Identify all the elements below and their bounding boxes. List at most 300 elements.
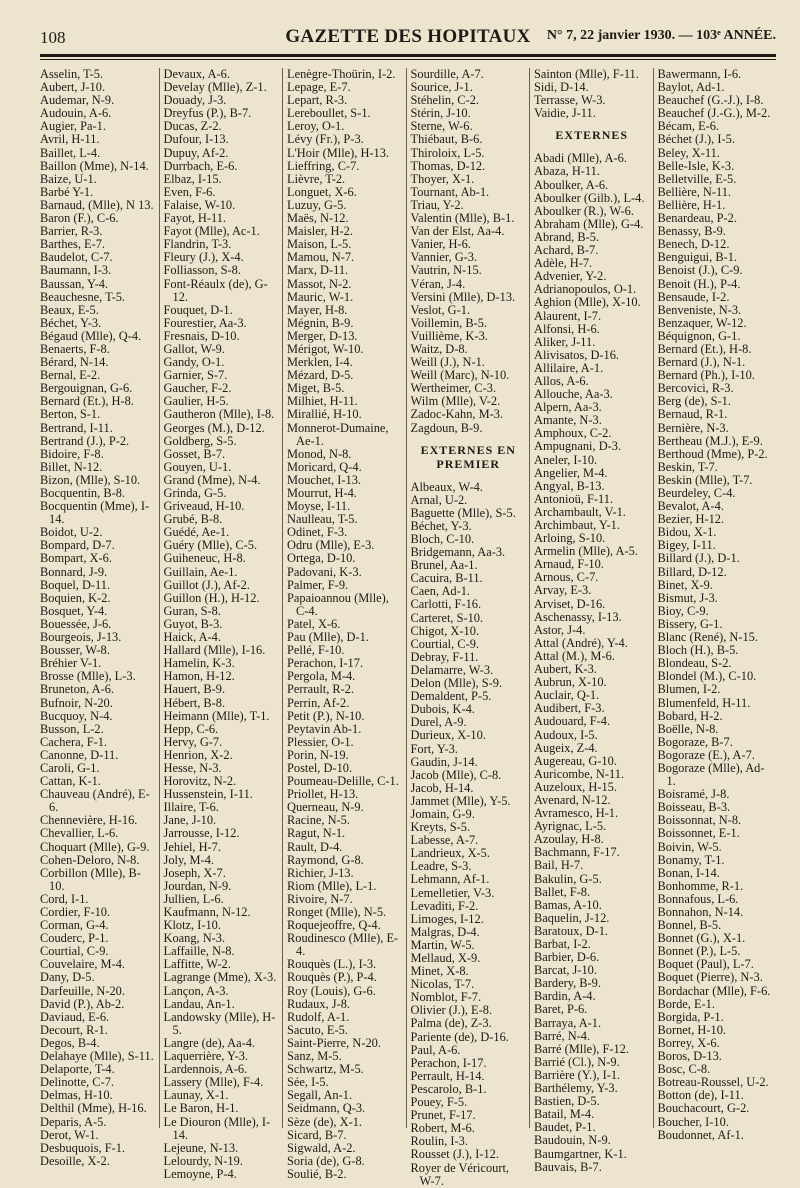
name-entry: Lejeune, N-13. bbox=[163, 1140, 239, 1155]
name-entry: Lardennois, A-6. bbox=[163, 1062, 248, 1077]
name-entry: Bourgeois, J-13. bbox=[40, 630, 122, 645]
name-entry: Jourdan, N-9. bbox=[163, 878, 232, 893]
page-number: 108 bbox=[40, 28, 66, 47]
name-entry: Barthélemy, Y-3. bbox=[534, 1081, 618, 1096]
name-entry: Fouquet, D-1. bbox=[163, 302, 233, 317]
name-entry: Peytavin Ab-1. bbox=[287, 721, 362, 736]
name-entry: Valentin (Mlle), B-1. bbox=[410, 211, 515, 226]
name-entry: Asselin, T-5. bbox=[40, 67, 103, 81]
name-entry: Stéhelin, C-2. bbox=[410, 93, 479, 108]
name-entry: Heimann (Mlle), T-1. bbox=[163, 708, 270, 723]
name-entry: Barré (Mlle), F-12. bbox=[534, 1041, 629, 1056]
name-entry: Benassy, B-9. bbox=[657, 224, 726, 239]
name-entry: Dufour, I-13. bbox=[163, 132, 229, 147]
name-entry: Bonnet (P.), L-5. bbox=[657, 944, 741, 959]
name-entry: Jehiel, H-7. bbox=[163, 839, 221, 854]
name-entry: Minet, X-8. bbox=[410, 964, 469, 979]
name-entry: Wertheimer, C-3. bbox=[410, 381, 497, 396]
name-entry: Carteret, S-10. bbox=[410, 610, 484, 625]
name-entry: Versini (Mlle), D-13. bbox=[410, 289, 516, 304]
name-entry: Boucher, I-10. bbox=[657, 1114, 729, 1129]
name-entry: Aschenassy, I-13. bbox=[534, 609, 622, 624]
name-entry: Priollet, H-13. bbox=[287, 787, 359, 802]
name-entry: Barrier, R-3. bbox=[40, 224, 103, 239]
name-entry: Gandy, O-1. bbox=[163, 355, 225, 370]
name-entry: Degos, B-4. bbox=[40, 1035, 100, 1050]
name-entry: Vannier, G-3. bbox=[410, 250, 478, 265]
name-entry: Hussenstein, I-11. bbox=[163, 787, 253, 802]
name-entry: Postel, D-10. bbox=[287, 760, 353, 775]
name-entry: Illaire, T-6. bbox=[163, 800, 219, 815]
name-entry: Durel, A-9. bbox=[410, 715, 467, 730]
name-entry: Elbaz, I-15. bbox=[163, 171, 222, 186]
name-entry: Georges (M.), D-12. bbox=[163, 420, 265, 435]
name-entry: Cordier, F-10. bbox=[40, 905, 111, 919]
name-entry: Hallard (Mlle), I-16. bbox=[163, 643, 266, 658]
name-entry: L'Hoir (Mlle), H-13. bbox=[287, 145, 390, 160]
name-entry: Waitz, D-8. bbox=[410, 341, 468, 356]
name-entry: Aghion (Mlle), X-10. bbox=[534, 295, 641, 310]
name-entry: Massot, N-2. bbox=[287, 276, 352, 291]
name-entry: Guiheneuc, H-8. bbox=[163, 551, 246, 566]
name-entry: Jomain, G-9. bbox=[410, 806, 475, 821]
name-entry: Nicolas, T-7. bbox=[410, 977, 475, 992]
name-entry: Cattan, K-1. bbox=[40, 774, 101, 789]
name-entry: Aboulker (Gilb.), L-4. bbox=[534, 190, 645, 205]
name-entry: Roy (Louis), G-6. bbox=[287, 983, 376, 998]
section-heading: EXTERNES bbox=[555, 128, 629, 143]
name-entry: Attal (André), Y-4. bbox=[534, 635, 628, 650]
name-entry: Bridgemann, Aa-3. bbox=[410, 545, 506, 560]
name-entry: Soulié, B-2. bbox=[287, 1166, 347, 1181]
name-entry: Lelourdy, N-19. bbox=[163, 1153, 243, 1168]
name-entry: Bizon, (Mlle), S-10. bbox=[40, 472, 141, 487]
name-entry: Mellaud, X-9. bbox=[410, 951, 481, 965]
name-entry: Lemoyne, P-4. bbox=[163, 1166, 237, 1181]
name-list-columns bbox=[40, 67, 776, 1188]
name-entry: Vaidie, J-11. bbox=[534, 106, 596, 121]
name-entry: Soria (de), G-8. bbox=[287, 1153, 365, 1168]
name-entry: Hervy, G-7. bbox=[163, 734, 223, 749]
name-entry: Lièvre, T-2. bbox=[287, 171, 346, 186]
name-entry: Archimbaut, Y-1. bbox=[534, 518, 620, 532]
name-entry: Mégnin, B-9. bbox=[287, 315, 354, 330]
name-entry: Benoist (J.), C-9. bbox=[657, 263, 743, 278]
name-entry: Guéry (Mlle), C-5. bbox=[163, 538, 258, 553]
name-entry: Lepage, E-7. bbox=[287, 80, 351, 95]
name-entry: Rouquès (L.), I-3. bbox=[287, 957, 377, 972]
name-entry: Bardin, A-4. bbox=[534, 989, 596, 1004]
name-entry: Angyal, B-13. bbox=[534, 478, 605, 493]
name-entry: Bonnahon, N-14. bbox=[657, 905, 744, 919]
name-entry: Véran, J-4. bbox=[410, 276, 466, 291]
name-entry: Bégaud (Mlle), Q-4. bbox=[40, 328, 142, 343]
name-entry: Perrault, R-2. bbox=[287, 682, 355, 697]
name-entry: Barnaud, (Mlle), N 13. bbox=[40, 197, 154, 212]
name-entry: Voillemin, B-5. bbox=[410, 315, 488, 330]
name-entry: Bidoire, F-8. bbox=[40, 446, 104, 461]
name-entry: Lassery (Mlle), F-4. bbox=[163, 1075, 264, 1090]
column-2 bbox=[159, 67, 283, 1181]
name-entry: Pariente (de), D-16. bbox=[410, 1029, 509, 1044]
name-entry: Van der Elst, Aa-4. bbox=[410, 224, 505, 239]
name-entry: Jarrousse, I-12. bbox=[163, 826, 240, 841]
name-entry: Fourestier, Aa-3. bbox=[163, 315, 247, 330]
name-entry: Levaditi, F-2. bbox=[410, 898, 479, 913]
name-entry: Blondel (M.), C-10. bbox=[657, 669, 757, 684]
issue-date: N° 7, 22 janvier 1930. — 103ᵉ ANNÉE. bbox=[546, 28, 776, 43]
name-entry: Béchet, Y-3. bbox=[40, 315, 102, 330]
name-entry: Avramesco, H-1. bbox=[534, 806, 619, 821]
name-entry: Barbé Y-1. bbox=[40, 184, 94, 199]
name-entry: Bonhomme, R-1. bbox=[657, 878, 744, 893]
name-entry: Blondeau, S-2. bbox=[657, 656, 732, 671]
name-entry: Arloing, S-10. bbox=[534, 531, 606, 546]
name-entry: Attal (M.), M-6. bbox=[534, 648, 615, 663]
name-entry: Boëlle, N-8. bbox=[657, 721, 719, 736]
name-entry: Bellière, H-1. bbox=[657, 197, 726, 212]
name-entry: Miget, B-5. bbox=[287, 381, 345, 396]
name-entry: Bouessée, J-6. bbox=[40, 616, 112, 631]
name-entry: Nomblot, F-7. bbox=[410, 990, 482, 1005]
name-entry: Beaux, E-5. bbox=[40, 302, 99, 317]
name-entry: Aboulker, A-6. bbox=[534, 177, 609, 192]
name-entry: Pergola, M-4. bbox=[287, 669, 356, 684]
name-entry: Lepart, R-3. bbox=[287, 93, 348, 108]
name-entry: Rault, D-4. bbox=[287, 839, 343, 854]
name-entry: Bertrand (J.), P-2. bbox=[40, 433, 130, 448]
name-entry: Vanier, H-6. bbox=[410, 237, 471, 252]
name-entry: Jullien, L-6. bbox=[163, 891, 224, 906]
name-entry: Olivier (J.), E-8. bbox=[410, 1003, 493, 1018]
name-entry: Azoulay, H-8. bbox=[534, 832, 604, 847]
name-entry: Canonne, D-11. bbox=[40, 747, 119, 762]
name-entry: Bamas, A-10. bbox=[534, 897, 602, 912]
name-entry: Riom (Mlle), L-1. bbox=[287, 878, 377, 893]
name-entry: Béchet, Y-3. bbox=[410, 518, 472, 533]
name-entry: Chevallier, L-6. bbox=[40, 826, 119, 841]
name-entry: Bogoraze (E.), A-7. bbox=[657, 747, 755, 762]
name-entry: David (P.), Ab-2. bbox=[40, 996, 125, 1011]
name-entry: Abraham (Mlle), G-4. bbox=[534, 216, 644, 231]
name-entry: Marx, D-11. bbox=[287, 263, 349, 278]
name-entry: Racine, N-5. bbox=[287, 813, 350, 828]
name-entry: Schwartz, M-5. bbox=[287, 1062, 364, 1077]
name-entry: Haick, A-4. bbox=[163, 630, 221, 645]
name-entry: Bernaud, R-1. bbox=[657, 407, 728, 422]
name-entry: Desbuquois, F-1. bbox=[40, 1140, 126, 1155]
name-entry: Beauchef (G.-J.), I-8. bbox=[657, 93, 764, 108]
name-entry: Baillon (Mme), N-14. bbox=[40, 158, 149, 173]
name-entry: Delthil (Mme), H-16. bbox=[40, 1101, 147, 1116]
name-entry: Avenard, N-12. bbox=[534, 792, 611, 807]
name-entry: Laffaille, N-8. bbox=[163, 944, 235, 959]
name-entry: Roquejeoffre, Q-4. bbox=[287, 918, 381, 933]
name-entry: Bawermann, I-6. bbox=[657, 67, 742, 81]
name-entry: Achard, B-7. bbox=[534, 243, 599, 258]
name-entry: Debray, F-11. bbox=[410, 649, 479, 664]
name-entry: Boissonnat, N-8. bbox=[657, 813, 742, 828]
name-entry: Berg (de), S-1. bbox=[657, 394, 731, 409]
name-entry: Bergouignan, G-6. bbox=[40, 381, 133, 396]
name-entry: Bompart, X-6. bbox=[40, 551, 112, 566]
name-entry: Lehmann, Af-1. bbox=[410, 872, 490, 887]
name-entry: Labesse, A-7. bbox=[410, 833, 479, 848]
name-entry: Stérin, J-10. bbox=[410, 106, 471, 121]
name-entry: Mérigot, W-10. bbox=[287, 341, 364, 356]
name-entry: Kreyts, S-5. bbox=[410, 820, 471, 835]
name-entry: Amphoux, C-2. bbox=[534, 426, 612, 441]
name-entry: Dany, D-5. bbox=[40, 970, 95, 985]
name-entry: Laffitte, W-2. bbox=[163, 957, 231, 972]
name-entry: Palma (de), Z-3. bbox=[410, 1016, 492, 1031]
name-entry: Poumeau-Delille, C-1. bbox=[287, 774, 399, 789]
name-entry: Bernard (J.), N-1. bbox=[657, 355, 746, 370]
name-entry: Gautheron (Mlle), I-8. bbox=[163, 407, 275, 422]
name-entry: Audouard, F-4. bbox=[534, 714, 611, 729]
name-entry: Fresnais, D-10. bbox=[163, 328, 240, 343]
name-entry: Fort, Y-3. bbox=[410, 741, 458, 756]
name-entry: Caroli, G-1. bbox=[40, 760, 100, 775]
name-entry: Guédé, Ae-1. bbox=[163, 525, 230, 540]
name-entry: Bonnel, B-5. bbox=[657, 918, 722, 933]
name-entry: Arnal, U-2. bbox=[410, 492, 468, 507]
name-entry: Falaise, W-10. bbox=[163, 197, 236, 212]
name-entry: Baguette (Mlle), S-5. bbox=[410, 505, 516, 520]
name-entry: Durrbach, E-6. bbox=[163, 158, 238, 173]
name-entry: Barbier, D-6. bbox=[534, 950, 600, 965]
name-entry: Zadoc-Kahn, M-3. bbox=[410, 407, 504, 422]
name-entry: Augeix, Z-4. bbox=[534, 740, 598, 755]
name-entry: Alpern, Aa-3. bbox=[534, 400, 602, 415]
name-entry: Brunel, Aa-1. bbox=[410, 558, 478, 573]
name-entry: Gouyen, U-1. bbox=[163, 459, 232, 474]
name-entry: Decourt, R-1. bbox=[40, 1022, 108, 1037]
name-entry: Billet, N-12. bbox=[40, 459, 103, 474]
name-entry: Delaporte, T-4. bbox=[40, 1062, 115, 1077]
name-entry: Bruneton, A-6. bbox=[40, 682, 114, 697]
name-entry: Pellé, F-10. bbox=[287, 643, 345, 658]
name-entry: Audoux, I-5. bbox=[534, 727, 598, 742]
name-entry: Ducas, Z-2. bbox=[163, 119, 222, 134]
name-entry: Augereau, G-10. bbox=[534, 753, 617, 768]
name-entry: Bobard, H-2. bbox=[657, 708, 723, 723]
name-entry: Bogoraze (Mlle), Ad-1. bbox=[657, 760, 765, 789]
name-entry: Gallot, W-9. bbox=[163, 341, 225, 356]
name-entry: Bonnet (G.), X-1. bbox=[657, 931, 746, 946]
name-entry: Bigey, I-11. bbox=[657, 538, 716, 553]
name-entry: Folliasson, S-8. bbox=[163, 263, 241, 278]
name-entry: Alivisatos, D-16. bbox=[534, 347, 620, 362]
name-entry: Beauchef (J.-G.), M-2. bbox=[657, 106, 771, 121]
name-entry: Baussan, Y-4. bbox=[40, 276, 109, 291]
name-entry: Bloch, C-10. bbox=[410, 532, 475, 546]
name-entry: Bernal, E-2. bbox=[40, 368, 101, 383]
name-entry: Bezier, H-12. bbox=[657, 512, 725, 527]
name-entry: Hébert, B-8. bbox=[163, 695, 226, 710]
name-entry: Vuillième, K-3. bbox=[410, 328, 488, 343]
name-entry: Limoges, I-12. bbox=[410, 911, 484, 926]
name-entry: Guillot (J.), Af-2. bbox=[163, 577, 250, 592]
name-entry: Couderc, P-1. bbox=[40, 931, 109, 946]
name-entry: Alaurent, I-7. bbox=[534, 308, 602, 323]
name-entry: Adrianopoulos, O-1. bbox=[534, 282, 637, 297]
name-entry: Vautrin, N-15. bbox=[410, 263, 482, 278]
name-entry: Adèle, H-7. bbox=[534, 256, 593, 271]
name-entry: Martin, W-5. bbox=[410, 937, 475, 952]
name-entry: Boudonnet, Af-1. bbox=[657, 1127, 744, 1142]
name-entry: Berthoud (Mme), P-2. bbox=[657, 446, 768, 461]
name-entry: Arviset, D-16. bbox=[534, 596, 606, 611]
name-entry: Lenègre-Thoürin, I-2. bbox=[287, 67, 396, 81]
name-entry: Pouey, F-5. bbox=[410, 1095, 468, 1110]
name-entry: Daviaud, E-6. bbox=[40, 1009, 110, 1024]
name-entry: Bompard, D-7. bbox=[40, 538, 115, 553]
name-entry: Borrey, X-6. bbox=[657, 1035, 720, 1050]
name-entry: Grand (Mme), N-4. bbox=[163, 472, 261, 487]
name-entry: Brosse (Mlle), L-3. bbox=[40, 669, 136, 684]
name-entry: Bissery, G-1. bbox=[657, 616, 723, 631]
name-entry: Lemelletier, V-3. bbox=[410, 885, 495, 900]
name-entry: Moricard, Q-4. bbox=[287, 459, 362, 474]
name-entry: Jammet (Mlle), Y-5. bbox=[410, 793, 511, 808]
name-entry: Bogoraze, B-7. bbox=[657, 734, 733, 749]
name-entry: Boissonnet, E-1. bbox=[657, 826, 740, 841]
name-entry: Querneau, N-9. bbox=[287, 800, 364, 815]
name-entry: Maison, L-5. bbox=[287, 237, 352, 252]
name-entry: Bensaude, I-2. bbox=[657, 289, 730, 304]
name-entry: Seidmann, Q-3. bbox=[287, 1101, 366, 1116]
name-entry: Mourrut, H-4. bbox=[287, 486, 357, 500]
name-entry: Griveaud, H-10. bbox=[163, 499, 245, 514]
name-entry: Guillon (H.), H-12. bbox=[163, 590, 260, 605]
name-entry: Aubert, K-3. bbox=[534, 662, 597, 677]
name-entry: Roudinesco (Mlle), E-4. bbox=[287, 931, 399, 959]
name-entry: Beskin, T-7. bbox=[657, 459, 718, 474]
name-entry: Royer de Véricourt, W-7. bbox=[410, 1160, 510, 1188]
name-entry: Auricombe, N-11. bbox=[534, 766, 625, 781]
name-entry: Bonan, I-14. bbox=[657, 865, 720, 880]
name-entry: Binet, X-9. bbox=[657, 577, 713, 592]
name-entry: Chigot, X-10. bbox=[410, 623, 479, 638]
name-entry: Sicard, B-7. bbox=[287, 1127, 347, 1142]
column-1 bbox=[40, 67, 159, 1168]
name-entry: Billard, D-12. bbox=[657, 564, 727, 579]
name-entry: Derot, W-1. bbox=[40, 1127, 99, 1142]
name-entry: Boivin, W-5. bbox=[657, 839, 722, 854]
name-entry: Bucquoy, N-4. bbox=[40, 708, 113, 723]
name-entry: Demaldent, P-5. bbox=[410, 689, 492, 704]
name-entry: Pau (Mlle), D-1. bbox=[287, 630, 369, 645]
name-entry: Garnier, S-7. bbox=[163, 368, 228, 383]
name-entry: Bail, H-7. bbox=[534, 858, 584, 873]
name-entry: Courtial, C-9. bbox=[40, 944, 109, 959]
name-entry: Monod, N-8. bbox=[287, 446, 352, 461]
name-entry: Abrand, B-5. bbox=[534, 229, 600, 244]
name-entry: Ragut, N-1. bbox=[287, 826, 346, 841]
name-entry: Boquien, K-2. bbox=[40, 590, 111, 605]
name-entry: Arnaud, F-10. bbox=[534, 557, 604, 572]
name-entry: Archambault, V-1. bbox=[534, 504, 626, 519]
name-entry: Baylot, Ad-1. bbox=[657, 80, 725, 95]
page-header bbox=[40, 22, 776, 52]
name-entry: Merger, D-13. bbox=[287, 328, 358, 343]
name-entry: Béquignon, G-1. bbox=[657, 328, 741, 343]
name-entry: Audouin, A-6. bbox=[40, 106, 112, 121]
name-entry: Devaux, A-6. bbox=[163, 67, 230, 81]
name-entry: Bréhier V-1. bbox=[40, 656, 102, 671]
name-entry: Rudaux, J-8. bbox=[287, 996, 350, 1011]
name-entry: Baratoux, D-1. bbox=[534, 923, 608, 938]
name-entry: Hepp, C-6. bbox=[163, 721, 219, 736]
name-entry: Barrière (Y.), I-1. bbox=[534, 1067, 621, 1082]
name-entry: Chennevière, H-16. bbox=[40, 813, 138, 828]
name-entry: Boisramé, J-8. bbox=[657, 787, 730, 802]
name-entry: Guran, S-8. bbox=[163, 603, 221, 618]
name-entry: Barraya, A-1. bbox=[534, 1015, 602, 1030]
name-entry: Bakulin, G-5. bbox=[534, 871, 602, 886]
name-entry: Joseph, X-7. bbox=[163, 865, 226, 880]
name-entry: Lançon, A-3. bbox=[163, 983, 229, 998]
name-entry: Gaulier, H-5. bbox=[163, 394, 229, 409]
name-entry: Jacob (Mlle), C-8. bbox=[410, 767, 502, 782]
name-entry: Lévy (Fr.), P-3. bbox=[287, 132, 364, 147]
column-3 bbox=[282, 67, 406, 1181]
name-entry: Bocquentin (Mme), I-14. bbox=[40, 499, 150, 527]
name-entry: Lieffring, C-7. bbox=[287, 158, 360, 173]
name-entry: Hamelin, K-3. bbox=[163, 656, 235, 671]
name-entry: Béchet (J.), I-5. bbox=[657, 132, 735, 147]
name-entry: Delahaye (Mlle), S-11. bbox=[40, 1049, 154, 1064]
name-entry: Bioy, C-9. bbox=[657, 603, 709, 618]
name-entry: Milhiet, H-11. bbox=[287, 394, 358, 409]
name-entry: Mamou, N-7. bbox=[287, 250, 355, 265]
name-entry: Durieux, X-10. bbox=[410, 728, 486, 743]
name-entry: Belle-Isle, K-3. bbox=[657, 158, 735, 173]
name-entry: Veslot, G-1. bbox=[410, 302, 471, 317]
name-entry: Delmas, H-10. bbox=[40, 1088, 113, 1103]
name-entry: Le Baron, H-1. bbox=[163, 1101, 239, 1116]
name-entry: Perrin, Af-2. bbox=[287, 695, 350, 710]
name-entry: Baudouin, N-9. bbox=[534, 1133, 611, 1148]
name-entry: Corbillon (Mlle), B-10. bbox=[40, 865, 141, 893]
column-6 bbox=[653, 67, 777, 1142]
name-entry: Barrié (Cl.), N-9. bbox=[534, 1054, 620, 1069]
name-entry: Bousser, W-8. bbox=[40, 643, 110, 658]
name-entry: Rudolf, A-1. bbox=[287, 1009, 350, 1024]
name-entry: Beurdeley, C-4. bbox=[657, 486, 736, 500]
name-entry: Belletville, E-5. bbox=[657, 171, 737, 186]
name-entry: Tournant, Ab-1. bbox=[410, 184, 490, 199]
name-entry: Blumen, I-2. bbox=[657, 682, 721, 697]
name-entry: Aneler, I-10. bbox=[534, 452, 598, 467]
name-entry: Ronget (Mlle), N-5. bbox=[287, 905, 387, 919]
name-entry: Barthes, E-7. bbox=[40, 237, 106, 252]
name-entry: Guyot, B-3. bbox=[163, 616, 223, 631]
name-entry: Hamon, H-12. bbox=[163, 669, 235, 684]
name-entry: Allilaire, A-1. bbox=[534, 360, 604, 375]
name-entry: Thoyer, X-1. bbox=[410, 171, 475, 186]
name-entry: Even, F-6. bbox=[163, 184, 216, 199]
name-entry: Audibert, F-3. bbox=[534, 701, 605, 716]
name-entry: Courtial, C-9. bbox=[410, 636, 479, 651]
name-entry: Bonnafous, L-6. bbox=[657, 891, 739, 906]
name-entry: Gaucher, F-2. bbox=[163, 381, 232, 396]
name-entry: Carlotti, F-16. bbox=[410, 597, 482, 612]
name-entry: Mouchet, I-13. bbox=[287, 472, 361, 487]
name-entry: Prunet, F-17. bbox=[410, 1108, 476, 1123]
name-entry: Berton, S-1. bbox=[40, 407, 101, 422]
